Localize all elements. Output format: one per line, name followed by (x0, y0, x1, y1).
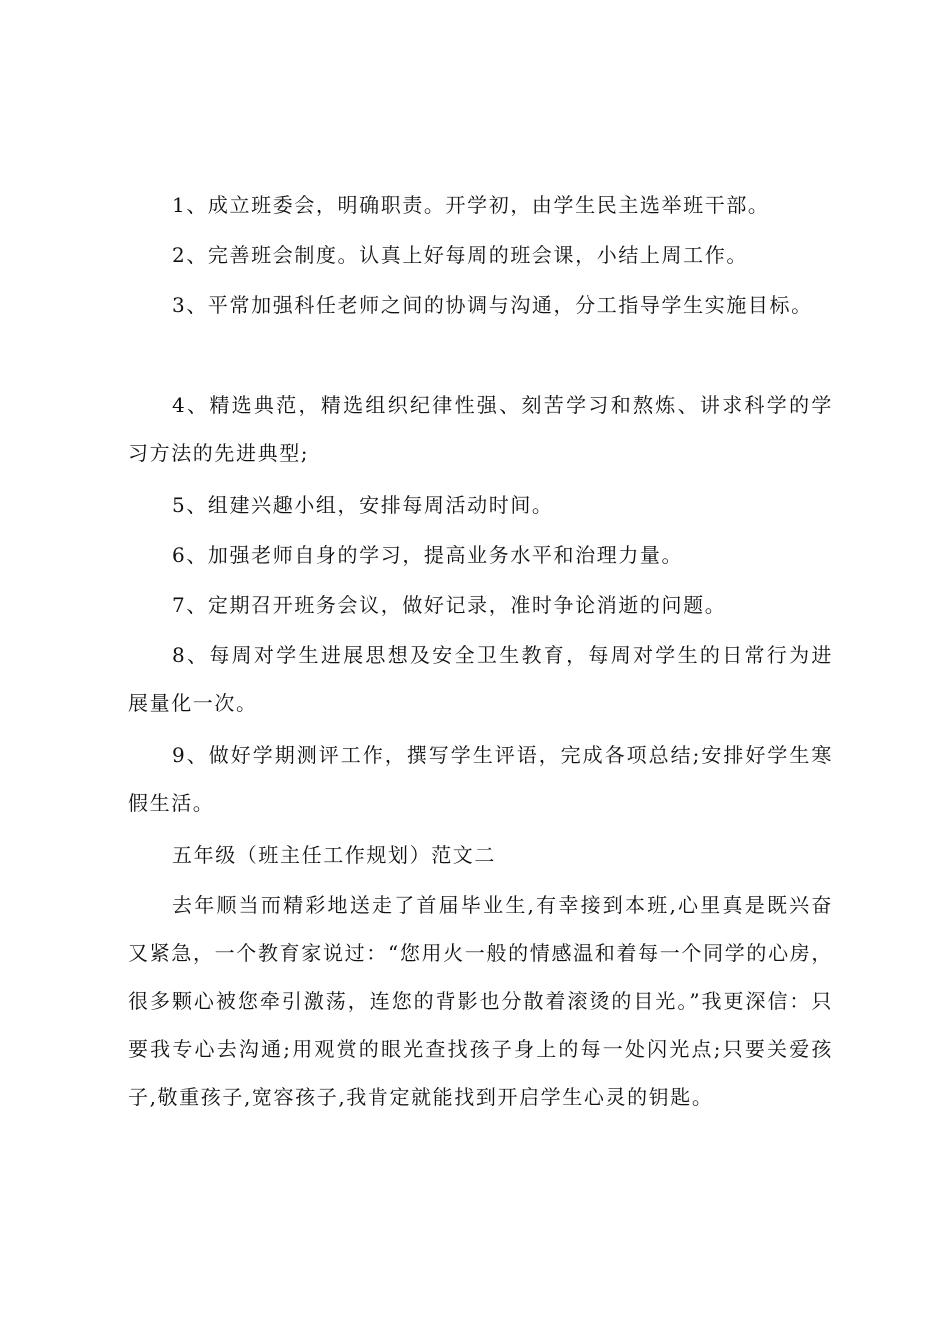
paragraph-item-1: 1、成立班委会，明确职责。开学初，由学生民主选举班干部。 (172, 193, 770, 217)
paragraph-item-4: 4、精选典范，精选组织纪律性强、刻苦学习和熬炼、讲求科学的学习方法的先进典型; (128, 393, 833, 465)
paragraph-item-5: 5、组建兴趣小组，安排每周活动时间。 (172, 493, 554, 517)
section-heading: 五年级（班主任工作规划）范文二 (172, 843, 496, 867)
paragraph-item-8: 8、每周对学生进展思想及安全卫生教育，每周对学生的日常行为进展量化一次。 (128, 643, 833, 715)
paragraph-item-2: 2、完善班会制度。认真上好每周的班会课，小结上周工作。 (172, 243, 748, 267)
paragraph-item-9: 9、做好学期测评工作，撰写学生评语，完成各项总结;安排好学生寒假生活。 (128, 743, 833, 815)
paragraph-item-6: 6、加强老师自身的学习，提高业务水平和治理力量。 (172, 543, 684, 567)
paragraph-item-3: 3、平常加强科任老师之间的协调与沟通，分工指导学生实施目标。 (172, 293, 813, 317)
paragraph-item-7: 7、定期召开班务会议，做好记录，准时争论消逝的问题。 (172, 593, 727, 617)
body-paragraph: 去年顺当而精彩地送走了首届毕业生,有幸接到本班,心里真是既兴奋又紧急，一个教育家说过：“您用火一般的情感温和着每一个同学的心房，很多颗心被您牵引激荡，连您的背影也分散着滚烫的目光。”我更深信：只要我专心去沟通;用观赏的眼光查找孩子身上的每一处闪光点;只要关爱孩子,敬重孩子,宽容孩子,我肯定就能找到开启学生心灵的钥匙。 (128, 893, 833, 1109)
